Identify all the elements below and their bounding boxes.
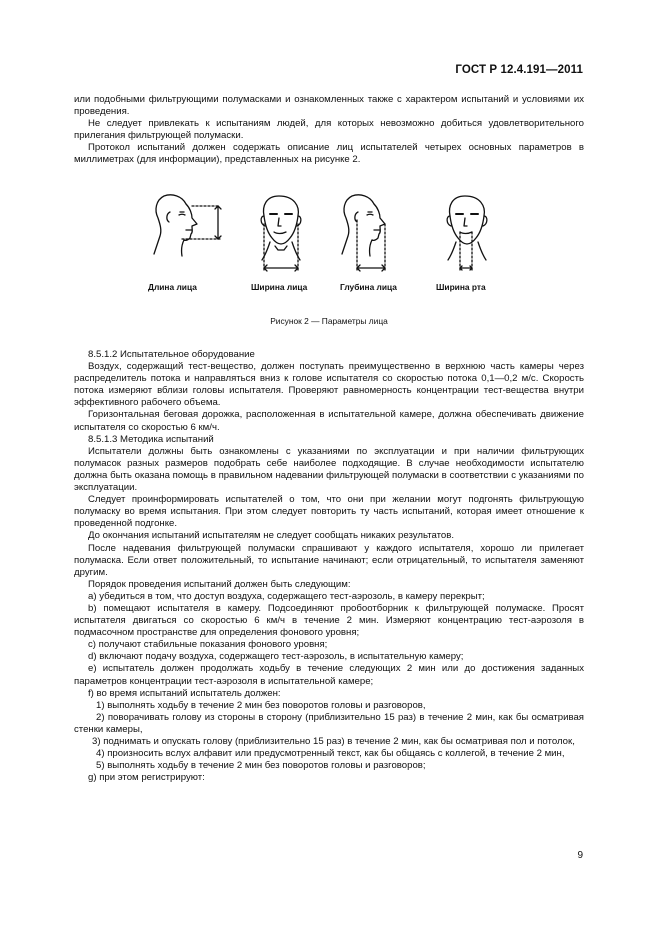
- sub-list-item: 2) поворачивать голову из стороны в сторону (приблизительно 15 раз) в течение 2 мин, как бы осматривая стенки камеры,: [74, 711, 584, 735]
- paragraph: или подобными фильтрующими полумасками и ознакомленных также с характером испытаний и условиями их проведения.: [74, 94, 584, 118]
- mouth-width-drawing: [447, 196, 487, 270]
- list-item: a) убедиться в том, что доступ воздуха, содержащего тест-аэрозоль, в камеру перекрыт;: [88, 590, 485, 602]
- face-length-label: Длина лица: [148, 282, 197, 292]
- face-depth-drawing: [342, 195, 385, 271]
- list-item: c) получают стабильные показания фонового уровня;: [88, 639, 328, 651]
- section-heading: 8.5.1.2 Испытательное оборудование: [88, 349, 255, 360]
- page-number: 9: [577, 850, 583, 861]
- intro-text-block: [74, 94, 584, 167]
- paragraph: Следует проинформировать испытателей о том, что они при желании могут подгонять фильтрующую полумаску во время испытания. При этом следует повторить ту часть испытаний, которая имеет отношение к проведенной подгонке.: [74, 494, 584, 530]
- list-item: g) при этом регистрируют:: [88, 772, 205, 784]
- section-heading: 8.5.1.3 Методика испытаний: [88, 433, 214, 445]
- list-item: f) во время испытаний испытатель должен:: [88, 687, 281, 699]
- face-width-label: Ширина лица: [251, 282, 308, 292]
- sub-list-item: 4) произносить вслух алфавит или предусмотренный текст, как бы общаясь с коллегой, в течение 2 мин,: [96, 748, 565, 760]
- face-width-drawing: [261, 196, 301, 271]
- list-item: b) помещают испытателя в камеру. Подсоединяют пробоотборник к фильтрующей полумаске. Просят испытателя двигаться со скоростью 6 км/ч в течение 2 мин. Измеряют концентрацию тест-аэрозоля в подмасочном пространстве для определения фонового уровня;: [74, 602, 584, 639]
- face-length-drawing: [154, 195, 221, 256]
- paragraph: Испытатели должны быть ознакомлены с указаниями по эксплуатации и при наличии фильтрующих полумасок разных размеров подобрать себе наиболее подходящие. В случае необходимости испытателю должна быть оказана помощь в правильном надевании фильтрующей полумаски в соответствии с указаниями по эксплуатации.: [74, 445, 584, 494]
- sub-list-item: 3) поднимать и опускать голову (приблизительно 15 раз) в течение 2 мин, как бы осматривая пол и потолок,: [92, 736, 575, 747]
- paragraph: Горизонтальная беговая дорожка, расположенная в испытательной камере, должна обеспечивать движение испытателя со скоростью 6 км/ч.: [74, 409, 584, 433]
- figure-caption: Рисунок 2 — Параметры лица: [270, 316, 388, 326]
- sub-list-item: 1) выполнять ходьбу в течение 2 мин без поворотов головы и разговоров,: [96, 699, 426, 711]
- face-depth-label: Глубина лица: [340, 282, 397, 292]
- sub-list-item: 5) выполнять ходьбу в течение 2 мин без поворотов головы и разговоров;: [96, 760, 426, 772]
- main-text-block: [74, 349, 584, 784]
- standard-code-header: ГОСТ Р 12.4.191—2011: [455, 64, 583, 76]
- paragraph: До окончания испытаний испытателям не следует сообщать никаких результатов.: [88, 530, 455, 542]
- paragraph: Протокол испытаний должен содержать описание лиц испытателей четырех основных параметров в миллиметрах (для информации), представленных на рисунке 2.: [74, 142, 584, 166]
- paragraph: Порядок проведения испытаний должен быть следующим:: [88, 578, 351, 590]
- list-item: d) включают подачу воздуха, содержащего тест-аэрозоль, в испытательную камеру;: [88, 651, 464, 663]
- paragraph: Воздух, содержащий тест-вещество, должен поступать преимущественно в верхнюю часть камеры через распределитель потока и направляться вниз к голове испытателя со скоростью потока 0,1—0,2 м/с. Скорость потока измеряют вблизи головы испытателя. Проверяют равномерность концентрации тест-вещества внутри эффективного рабочего объема.: [74, 361, 584, 409]
- paragraph: Не следует привлекать к испытаниям людей, для которых невозможно добиться удовлетворительного прилегания фильтрующей полумаски.: [74, 118, 584, 142]
- face-parameters-figure: [74, 184, 584, 334]
- list-item: e) испытатель должен продолжать ходьбу в течение следующих 2 мин или до достижения заданных параметров концентрации тест-аэрозоля в испытательной камере;: [74, 663, 584, 687]
- mouth-width-label: Ширина рта: [436, 282, 486, 292]
- paragraph: После надевания фильтрующей полумаски спрашивают у каждого испытателя, хорошо ли прилегает полумаска. Если ответ положительный, то испытание начинают; если отрицательный, то испытателя заменяют другим.: [74, 542, 584, 578]
- face-drawings: [74, 184, 584, 284]
